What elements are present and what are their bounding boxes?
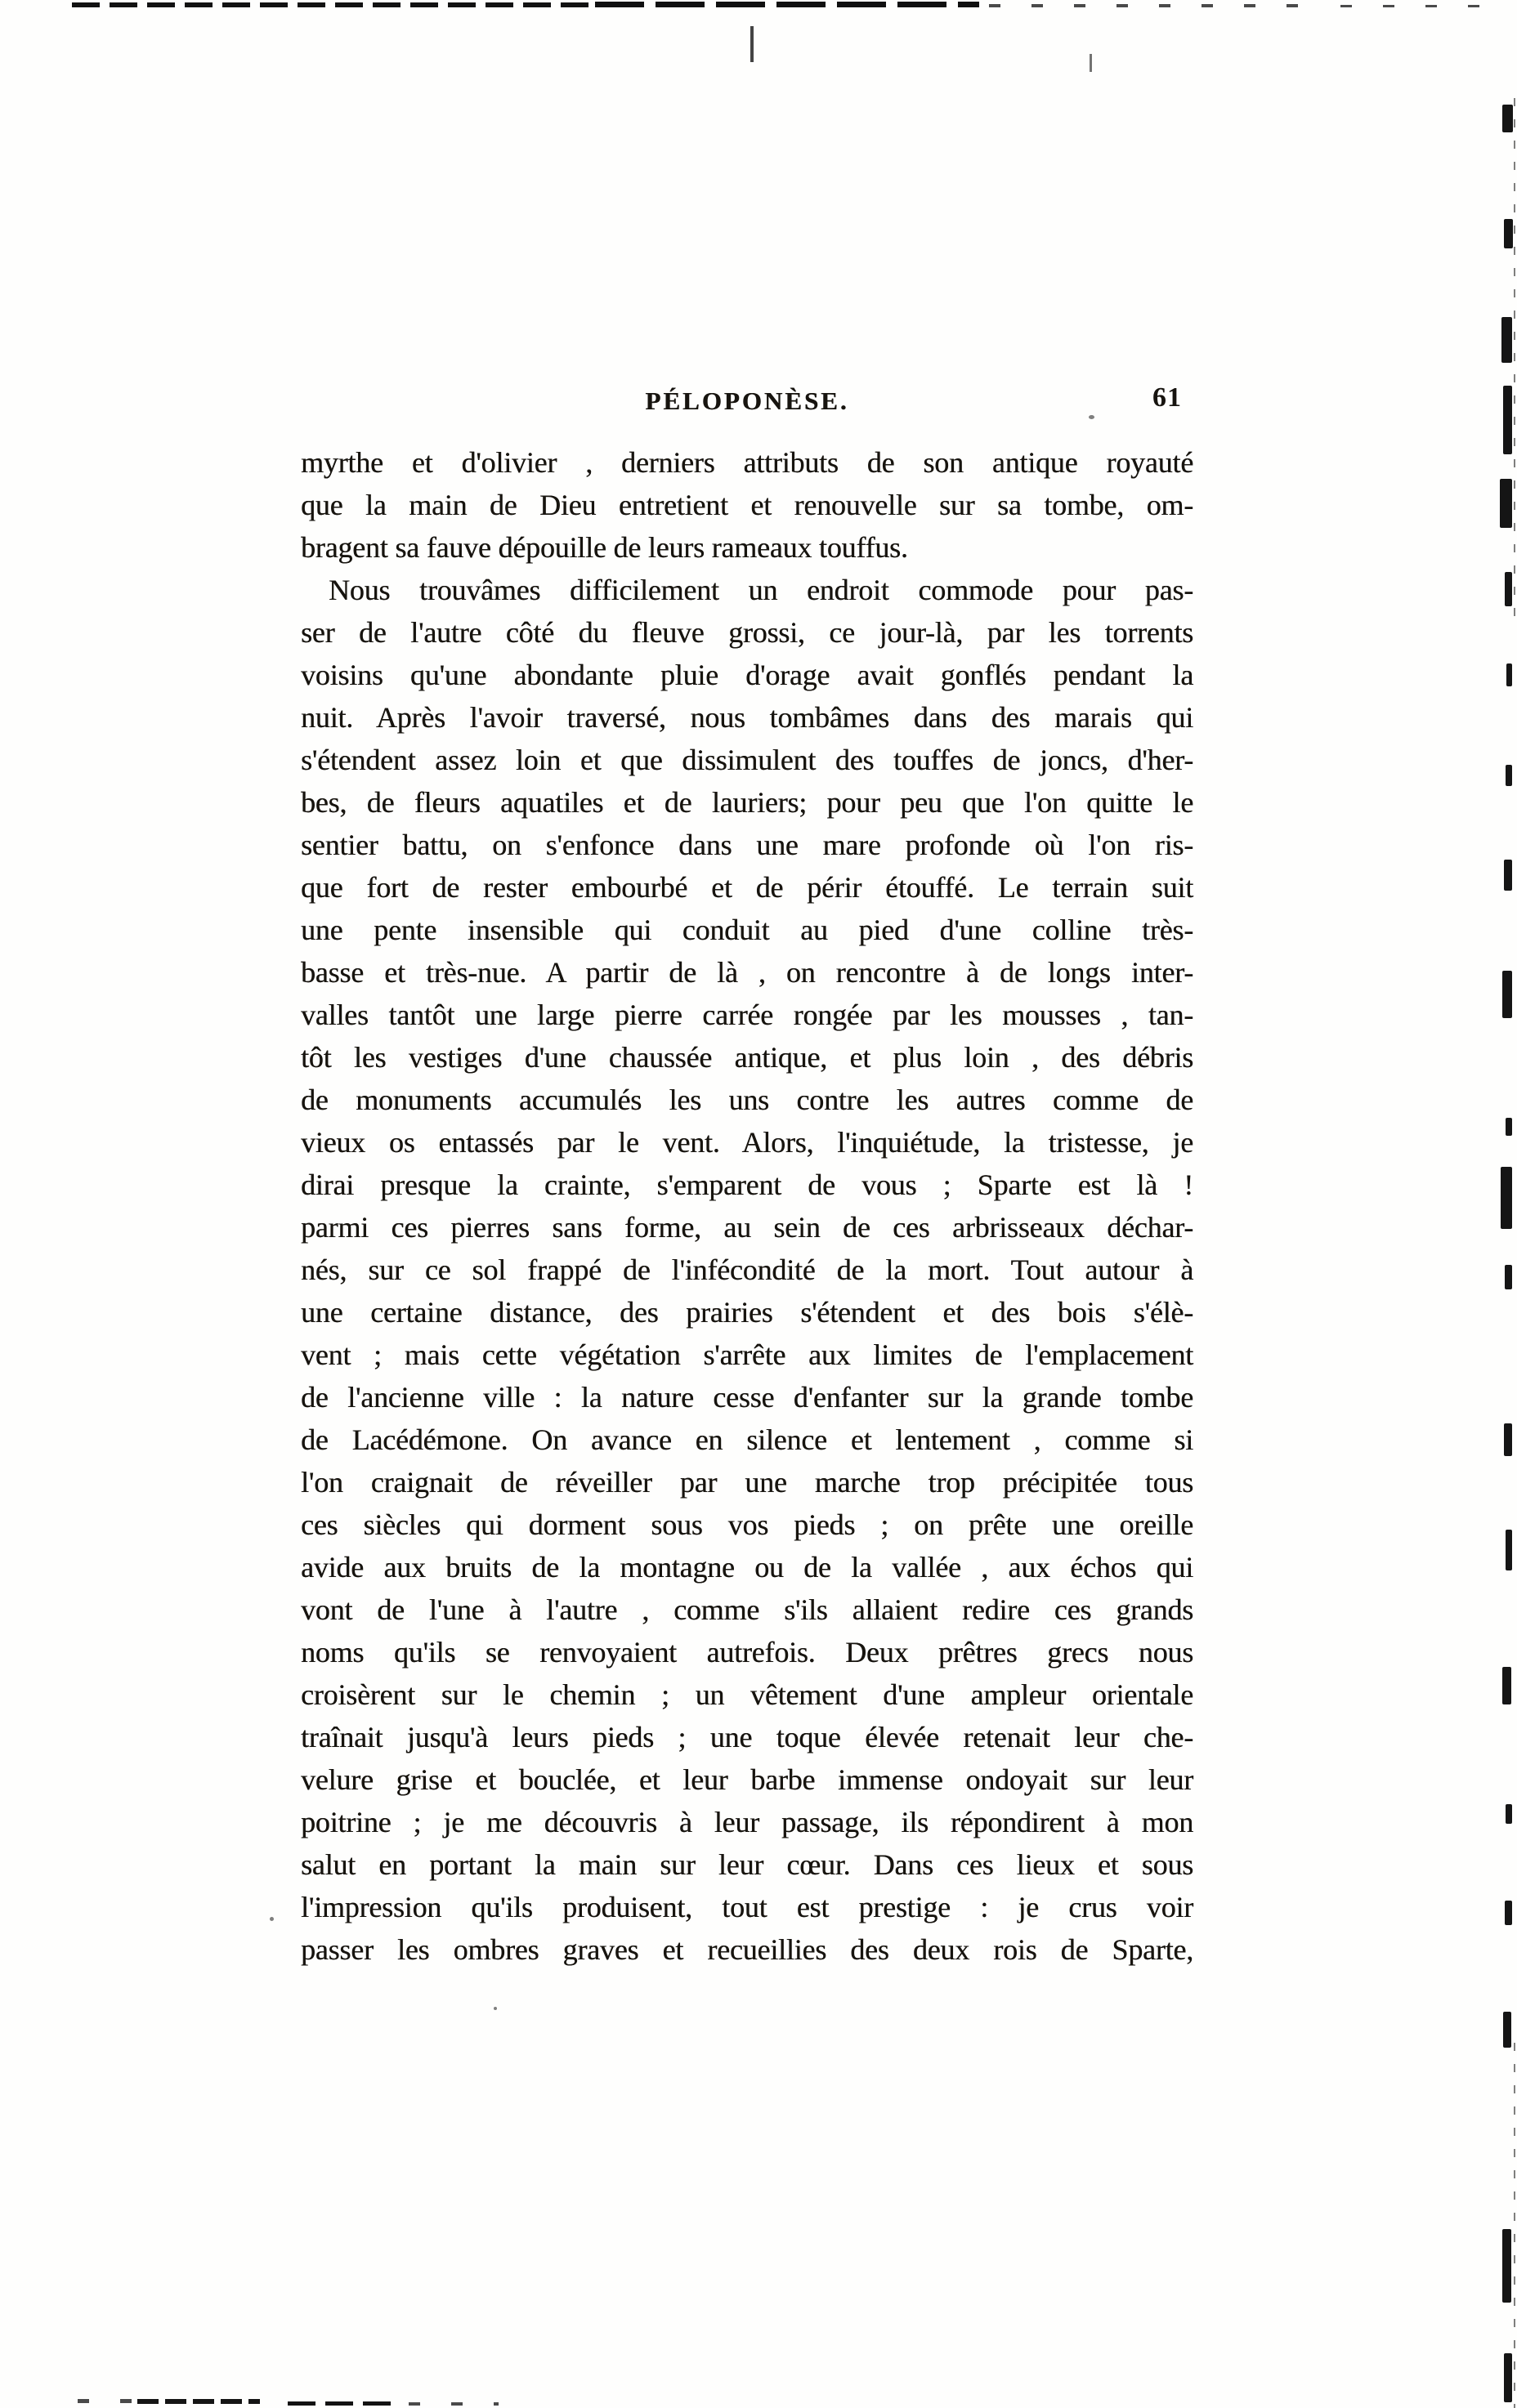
text-line: noms qu'ils se renvoyaient autrefois. Deux prêtres grecs nous	[301, 1636, 1193, 1669]
text-line: de Lacédémone. On avance en silence et lentement , comme si	[301, 1423, 1193, 1456]
text-line: passer les ombres graves et recueillies des deux rois de Sparte,	[301, 1933, 1193, 1966]
scan-artifact-mark	[1506, 1118, 1512, 1136]
text-line: parmi ces pierres sans forme, au sein de ces arbrisseaux déchar-	[301, 1211, 1193, 1244]
text-line: basse et très-nue. A partir de là , on rencontre à de longs inter-	[301, 956, 1193, 989]
text-line: une pente insensible qui conduit au pied d'une colline très-	[301, 914, 1193, 946]
text-line: vieux os entassés par le vent. Alors, l'inquiétude, la tristesse, je	[301, 1126, 1193, 1159]
scan-artifact-mark	[1505, 1901, 1512, 1925]
scan-artifact-mark	[1504, 860, 1512, 891]
scan-artifact-mark	[1502, 971, 1512, 1018]
scan-artifact-mark	[1502, 105, 1513, 132]
text-line: vent ; mais cette végétation s'arrête aux limites de l'emplacement	[301, 1338, 1193, 1371]
text-line: tôt les vestiges d'une chaussée antique, et plus loin , des débris	[301, 1041, 1193, 1074]
scan-artifact-mark	[137, 2399, 260, 2404]
scan-artifact-mark	[1505, 1265, 1512, 1289]
text-line: valles tantôt une large pierre carrée rongée par les mousses , tan-	[301, 998, 1193, 1031]
text-line: ces siècles qui dorment sous vos pieds ; on prête une oreille	[301, 1508, 1193, 1541]
scan-artifact-mark	[1506, 663, 1512, 686]
scan-artifact-mark	[1503, 386, 1512, 454]
text-line: nuit. Après l'avoir traversé, nous tombâmes dans des marais qui	[301, 701, 1193, 734]
page-number: 61	[1152, 382, 1182, 413]
scan-artifact-mark	[1504, 1423, 1512, 1456]
scan-artifact-mark	[1503, 2012, 1511, 2048]
text-line: sentier battu, on s'enfonce dans une mare profonde où l'on ris-	[301, 829, 1193, 861]
text-line: l'on craignait de réveiller par une marche trop précipitée tous	[301, 1466, 1193, 1499]
scan-artifact-mark	[1090, 54, 1092, 72]
scan-artifact-mark	[1500, 479, 1512, 528]
scan-artifact-mark	[288, 2401, 394, 2406]
text-line: de monuments accumulés les uns contre les autres comme de	[301, 1083, 1193, 1116]
text-line: croisèrent sur le chemin ; un vêtement d'une ampleur orientale	[301, 1678, 1193, 1711]
scan-artifact-mark	[1340, 5, 1496, 7]
scan-artifact-mark	[1505, 572, 1512, 606]
running-head	[301, 382, 1193, 420]
text-line: velure grise et bouclée, et leur barbe immense ondoyait sur leur	[301, 1763, 1193, 1796]
text-line: l'impression qu'ils produisent, tout est prestige : je crus voir	[301, 1891, 1193, 1923]
text-line: ser de l'autre côté du fleuve grossi, ce jour-là, par les torrents	[301, 616, 1193, 649]
scan-artifact-mark	[1506, 765, 1512, 786]
text-line: dirai presque la crainte, s'emparent de vous ; Sparte est là !	[301, 1168, 1193, 1201]
text-line: poitrine ; je me découvris à leur passage, ils répondirent à mon	[301, 1806, 1193, 1838]
text-line: s'étendent assez loin et que dissimulent des touffes de joncs, d'her-	[301, 744, 1193, 776]
text-line: une certaine distance, des prairies s'étendent et des bois s'élè-	[301, 1296, 1193, 1329]
text-line: Nous trouvâmes difficilement un endroit commode pour pas-	[329, 574, 1193, 606]
text-line: nés, sur ce sol frappé de l'infécondité de la mort. Tout autour à	[301, 1253, 1193, 1286]
text-line: bragent sa fauve dépouille de leurs rameaux touffus.	[301, 531, 908, 564]
scan-artifact-mark	[1514, 98, 1515, 621]
scan-artifact-mark	[1506, 1530, 1512, 1570]
scan-artifact-mark	[409, 2402, 499, 2406]
scan-artifact-mark	[1502, 2229, 1511, 2303]
text-line: bes, de fleurs aquatiles et de lauriers; pour peu que l'on quitte le	[301, 786, 1193, 819]
scan-artifact-mark	[270, 1917, 274, 1921]
scan-artifact-mark	[1501, 317, 1512, 363]
text-line: voisins qu'une abondante pluie d'orage avait gonflés pendant la	[301, 659, 1193, 691]
scan-artifact-mark	[1506, 1804, 1512, 1824]
body-text	[301, 441, 1193, 1971]
scan-artifact-mark	[72, 2, 595, 7]
text-line: myrthe et d'olivier , derniers attributs de son antique royauté	[301, 446, 1193, 479]
scan-artifact-mark	[750, 26, 754, 62]
text-line: salut en portant la main sur leur cœur. Dans ces lieux et sous	[301, 1848, 1193, 1881]
scan-artifact-mark	[1504, 2353, 1512, 2402]
text-line: que fort de rester embourbé et de périr étouffé. Le terrain suit	[301, 871, 1193, 904]
scan-artifact-mark	[1501, 1167, 1512, 1229]
text-line: que la main de Dieu entretient et renouvelle sur sa tombe, om-	[301, 489, 1193, 521]
scan-artifact-mark	[78, 2399, 135, 2403]
text-line: avide aux bruits de la montagne ou de la vallée , aux échos qui	[301, 1551, 1193, 1584]
scan-artifact-mark	[1504, 219, 1513, 248]
scan-artifact-mark	[595, 2, 979, 7]
scan-artifact-mark	[1514, 2043, 1515, 2408]
scan-artifact-mark	[989, 4, 1300, 7]
scan-artifact-mark	[1502, 1667, 1511, 1704]
text-line: vont de l'une à l'autre , comme s'ils allaient redire ces grands	[301, 1593, 1193, 1626]
scan-artifact-mark	[494, 2007, 497, 2010]
text-line: traînait jusqu'à leurs pieds ; une toque élevée retenait leur che-	[301, 1721, 1193, 1754]
running-head-title: PÉLOPONÈSE.	[645, 386, 849, 415]
text-line: de l'ancienne ville : la nature cesse d'enfanter sur la grande tombe	[301, 1381, 1193, 1414]
